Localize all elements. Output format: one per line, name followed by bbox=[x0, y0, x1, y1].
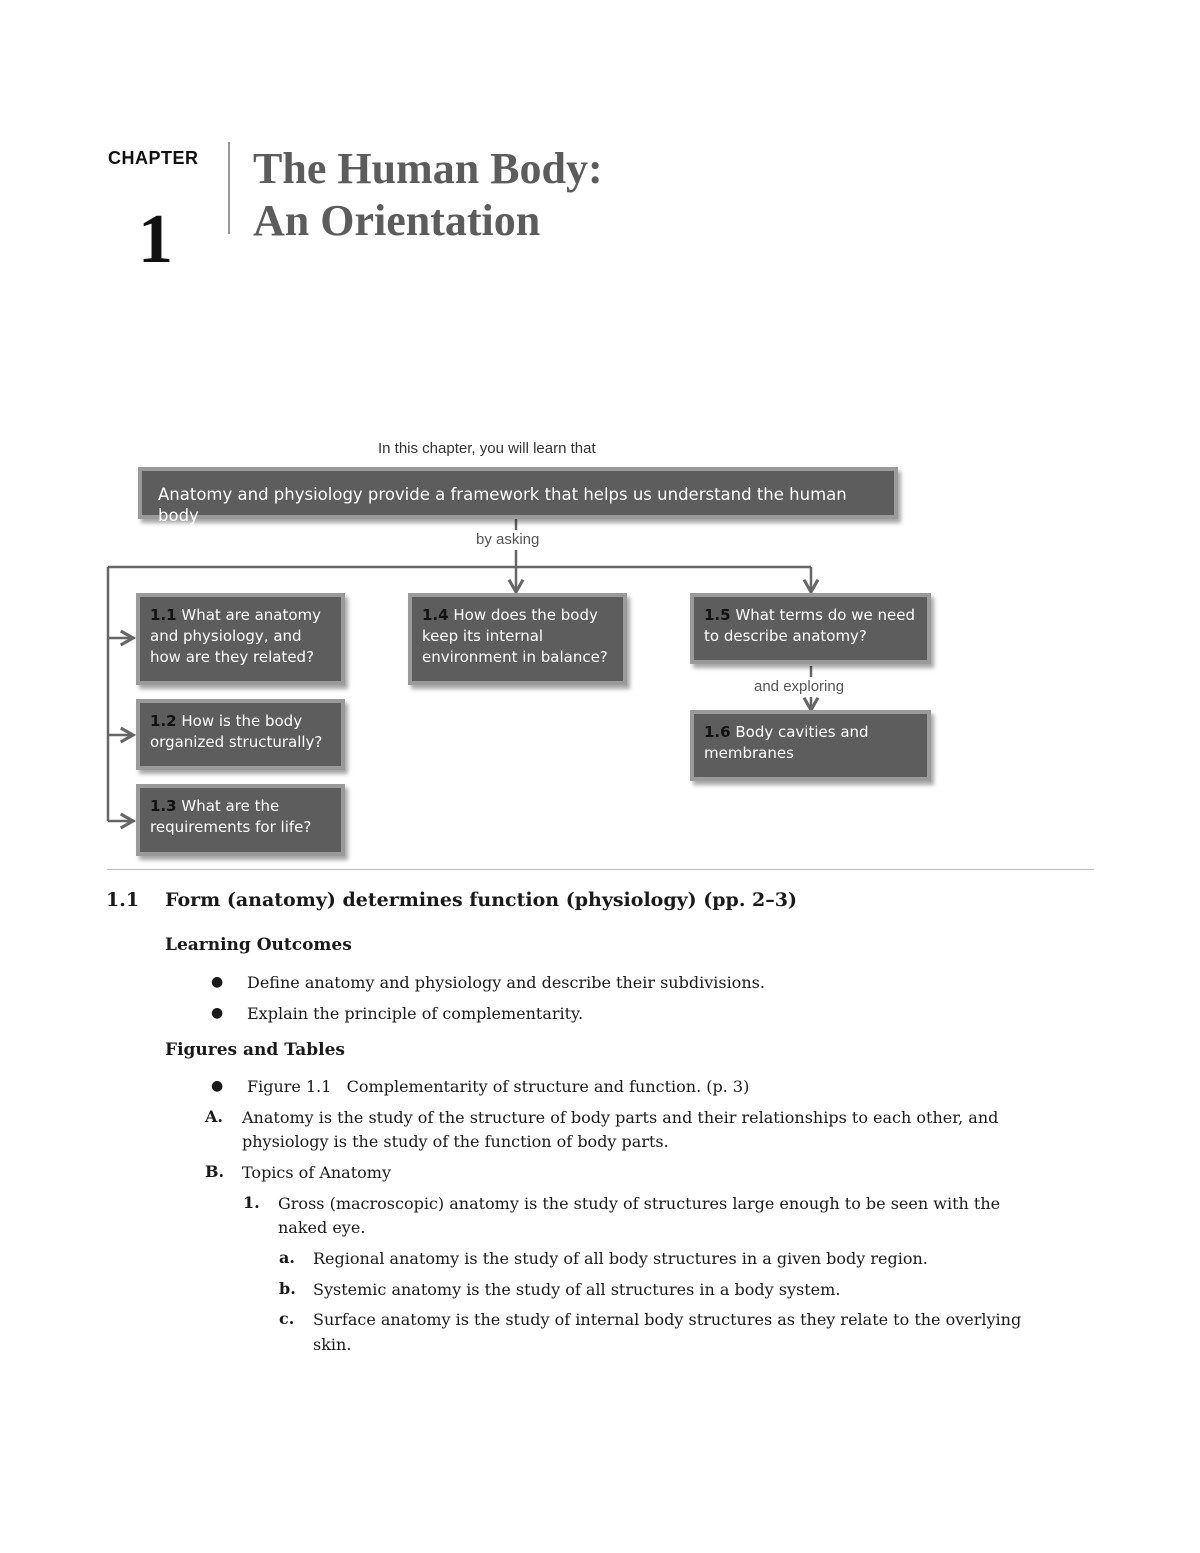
outline-item-a-line2: physiology is the study of the function of body parts. bbox=[242, 1132, 669, 1151]
section-number: 1.1 bbox=[106, 889, 140, 911]
section-divider bbox=[107, 869, 1094, 870]
box-line: How is the body bbox=[181, 712, 303, 730]
figure-item: Figure 1.1 Complementarity of structure and function. (p. 3) bbox=[247, 1077, 750, 1096]
bullet-icon: ● bbox=[211, 1005, 224, 1021]
diagram-main-box: Anatomy and physiology provide a framework that helps us understand the human body bbox=[138, 467, 898, 519]
figures-heading: Figures and Tables bbox=[165, 1040, 345, 1060]
box-number: 1.6 bbox=[704, 723, 731, 741]
outline-item-b1-line2: naked eye. bbox=[278, 1218, 366, 1237]
box-line: membranes bbox=[704, 744, 794, 762]
bullet-icon: ● bbox=[211, 974, 224, 990]
chapter-number: 1 bbox=[138, 201, 173, 278]
box-line: environment in balance? bbox=[422, 648, 608, 666]
box-line: to describe anatomy? bbox=[704, 627, 867, 645]
outline-item-a-line1: Anatomy is the study of the structure of body parts and their relationships to each other, and bbox=[242, 1108, 999, 1127]
box-number: 1.1 bbox=[150, 606, 177, 624]
box-number: 1.4 bbox=[422, 606, 449, 624]
outline-item-b1b: Systemic anatomy is the study of all structures in a body system. bbox=[313, 1280, 841, 1299]
box-line: organized structurally? bbox=[150, 733, 323, 751]
outline-label-b: B. bbox=[205, 1162, 225, 1181]
box-line: how are they related? bbox=[150, 648, 315, 666]
box-line: What are anatomy bbox=[181, 606, 322, 624]
box-line: Body cavities and bbox=[735, 723, 869, 741]
box-line: and physiology, and bbox=[150, 627, 302, 645]
by-asking-label: by asking bbox=[476, 531, 540, 548]
outline-item-b1c-line2: skin. bbox=[313, 1335, 352, 1354]
learning-outcomes-heading: Learning Outcomes bbox=[165, 935, 352, 955]
diagram-intro: In this chapter, you will learn that bbox=[378, 440, 596, 457]
outline-label-a: A. bbox=[205, 1107, 223, 1126]
diagram-box-1-5 bbox=[690, 593, 931, 664]
chapter-title-line2: An Orientation bbox=[253, 196, 541, 245]
diagram-box-1-4 bbox=[408, 593, 627, 685]
box-number: 1.3 bbox=[150, 797, 177, 815]
section-title: Form (anatomy) determines function (physiology) (pp. 2–3) bbox=[165, 889, 797, 911]
box-line: requirements for life? bbox=[150, 818, 312, 836]
chapter-label: CHAPTER bbox=[108, 148, 199, 168]
outline-item-b1-line1: Gross (macroscopic) anatomy is the study of structures large enough to be seen with the bbox=[278, 1194, 1001, 1213]
outline-label-b1: 1. bbox=[243, 1193, 260, 1212]
box-number: 1.2 bbox=[150, 712, 177, 730]
box-line: How does the body bbox=[453, 606, 598, 624]
learning-outcome-item: Explain the principle of complementarity. bbox=[247, 1004, 584, 1023]
diagram-box-1-1 bbox=[136, 593, 345, 685]
diagram-box-1-6 bbox=[690, 710, 931, 781]
box-line: What terms do we need bbox=[735, 606, 915, 624]
outline-label-b1c: c. bbox=[279, 1309, 295, 1328]
and-exploring-label: and exploring bbox=[754, 678, 845, 695]
chapter-title-line1: The Human Body: bbox=[253, 144, 603, 193]
outline-label-b1b: b. bbox=[279, 1279, 296, 1298]
box-line: What are the bbox=[181, 797, 280, 815]
diagram-box-1-3 bbox=[136, 784, 345, 856]
box-line: keep its internal bbox=[422, 627, 544, 645]
diagram-box-1-2 bbox=[136, 699, 345, 770]
outline-label-b1a: a. bbox=[279, 1248, 295, 1267]
outline-item-b1a: Regional anatomy is the study of all body structures in a given body region. bbox=[313, 1249, 928, 1268]
bullet-icon: ● bbox=[211, 1078, 224, 1094]
box-number: 1.5 bbox=[704, 606, 731, 624]
outline-item-b: Topics of Anatomy bbox=[242, 1163, 391, 1182]
outline-item-b1c-line1: Surface anatomy is the study of internal body structures as they relate to the overlying bbox=[313, 1310, 1022, 1329]
learning-outcome-item: Define anatomy and physiology and describe their subdivisions. bbox=[247, 973, 765, 992]
